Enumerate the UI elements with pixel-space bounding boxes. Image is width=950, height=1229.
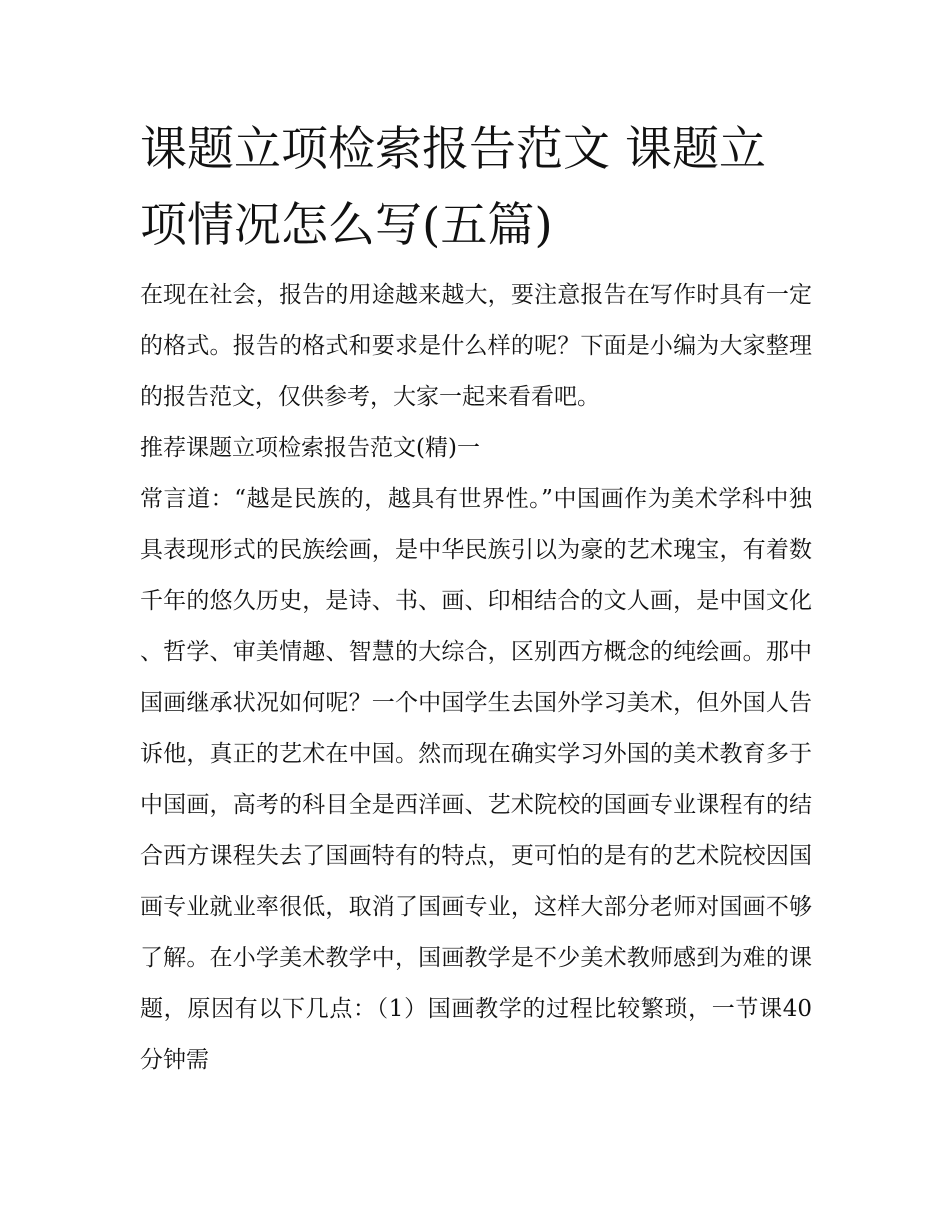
section-heading: 推荐课题立项检索报告范文(精)一 — [140, 435, 480, 461]
intro-paragraph: 在现在社会，报告的用途越来越大，要注意报告在写作时具有一定的格式。报告的格式和要求是什么样的呢？下面是小编为大家整理的报告范文，仅供参考，大家一起来看看吧。 — [140, 282, 812, 410]
body-paragraph: 常言道：“越是民族的，越具有世界性。”中国画作为美术学科中独具表现形式的民族绘画，是中华民族引以为豪的艺术瑰宝，有着数千年的悠久历史，是诗、书、画、印相结合的文人画，是中国文化、哲学、审美情趣、智慧的大综合，区别西方概念的纯绘画。那中国画继承状况如何呢？一个中国学生去国外学习美术，但外国人告诉他，真正的艺术在中国。然而现在确实学习外国的美术教育多于中国画，高考的科目全是西洋画、艺术院校的国画专业课程有的结合西方课程失去了国画特有的特点，更可怕的是有的艺术院校因国画专业就业率很低，取消了国画专业，这样大部分老师对国画不够了解。在小学美术教学中，国画教学是不少美术教师感到为难的课题，原因有以下几点：（1）国画教学的过程比较繁琐，一节课40分钟需 — [140, 486, 812, 1073]
document-title: 课题立项检索报告范文 课题立项情况怎么写(五篇) — [140, 122, 766, 253]
document-page — [140, 112, 812, 1086]
